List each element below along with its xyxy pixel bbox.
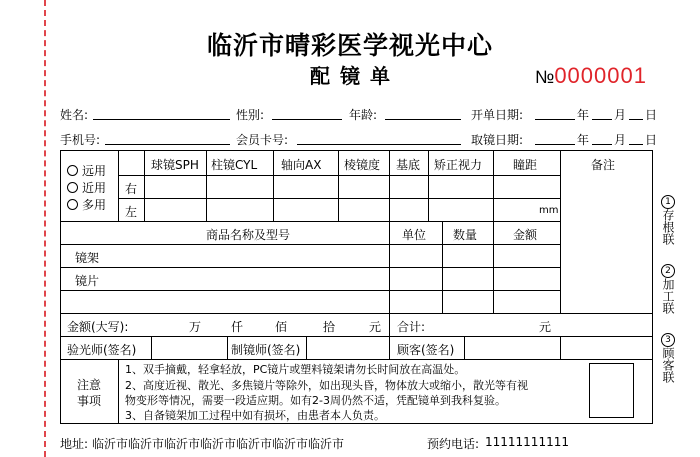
side-label-stub-text: 存根联 [661,209,675,245]
side-label-process-text: 加工联 [661,278,675,314]
serial-value: 0000001 [554,63,647,88]
product-name-header: 商品名称及型号 [206,228,291,242]
unit-shi: 拾 [323,320,336,334]
pickup-year-unit: 年 [577,133,590,147]
customer-signature: 顾客(签名) [397,343,455,357]
unit-wan: 万 [189,320,202,334]
pd-unit: mm [539,205,559,216]
address-value: 临沂市临沂市临沂市临沂市临沂市临沂市临沂市 [92,437,345,451]
eye-left: 左 [125,205,138,219]
product-row-frame: 镜架 [75,251,100,265]
col-va: 矫正视力 [434,158,483,172]
unit-qian: 仟 [231,320,244,334]
order-date-label: 开单日期: [471,108,524,122]
serial-prefix: № [535,67,555,87]
side-label-stub: 1 存根联 [661,197,675,245]
side-label-customer-text: 顾客联 [661,347,675,383]
member-card-label: 会员卡号: [236,133,289,147]
pickup-day-unit: 日 [645,133,658,147]
radio-icon [67,199,78,210]
form-subtitle: 配镜单 [310,64,400,88]
address-label: 地址: [60,437,89,451]
order-month-field[interactable] [592,106,612,120]
col-pd: 瞳距 [513,158,538,172]
col-remarks: 备注 [591,158,616,172]
pickup-year-field[interactable] [535,131,575,145]
col-cyl: 柱镜CYL [211,158,258,172]
gender-label: 性别: [236,108,265,122]
use-option-near[interactable]: 近用 [67,179,106,196]
qty-header: 数量 [453,228,478,242]
notes-label-2: 事项 [77,394,102,408]
use-option-distance[interactable]: 远用 [67,162,106,179]
radio-icon [67,165,78,176]
amount-upper-label: 金额(大写): [67,320,129,334]
order-day-field[interactable] [629,106,643,120]
amount-header: 金额 [513,228,538,242]
optometrist-signature: 验光师(签名) [67,343,137,357]
phone-label: 手机号: [60,133,101,147]
notes-item: 物变形等情况，需要一段适应期。如有2-3周仍然不适，凭配镜单到我科复验。 [125,394,506,407]
order-table [60,150,653,424]
member-card-field[interactable] [297,131,461,145]
notes-label-1: 注意 [77,378,102,392]
col-sph: 球镜SPH [151,158,199,172]
order-day-unit: 日 [645,108,658,122]
side-label-customer: 3 顾客联 [661,335,675,383]
clinic-title: 临沂市晴彩医学视光中心 [206,31,493,60]
stamp-box [589,363,634,418]
order-year-unit: 年 [577,108,590,122]
gender-field[interactable] [272,106,342,120]
col-base: 基底 [396,158,421,172]
total-label: 合计: [397,320,426,334]
notes-item: 3、自备镜架加工过程中如有损坏，由患者本人负责。 [125,409,385,422]
side-label-process: 2 加工联 [661,266,675,314]
eye-right: 右 [125,182,138,196]
unit-yuan: 元 [369,320,382,334]
serial-number [535,63,647,89]
name-label: 姓名: [60,108,89,122]
radio-icon [67,182,78,193]
unit-bai: 佰 [275,320,288,334]
unit-header: 单位 [402,228,427,242]
age-label: 年龄: [349,108,378,122]
product-row-lens: 镜片 [75,274,100,288]
col-ax: 轴向AX [281,158,322,172]
total-unit: 元 [539,320,552,334]
pickup-day-field[interactable] [629,131,643,145]
order-month-unit: 月 [614,108,627,122]
order-year-field[interactable] [535,106,575,120]
notes-item: 2、高度近视、散光、多焦镜片等除外，如出现头昏，物体放大或缩小，散光等有视 [125,379,528,392]
age-field[interactable] [385,106,461,120]
phone-label: 预约电话: [427,437,480,451]
name-field[interactable] [93,106,230,120]
lensmaker-signature: 制镜师(签名) [231,343,301,357]
pickup-month-field[interactable] [592,131,612,145]
notes-item: 1、双手摘戴，轻拿轻放，PC镜片或塑料镜架请勿长时间放在高温处。 [125,363,466,376]
col-prism: 棱镜度 [344,158,381,172]
pickup-date-label: 取镜日期: [471,133,524,147]
phone-field[interactable] [105,131,230,145]
pickup-month-unit: 月 [614,133,627,147]
use-option-multi[interactable]: 多用 [67,196,106,213]
phone-value: 11111111111 [485,435,569,449]
